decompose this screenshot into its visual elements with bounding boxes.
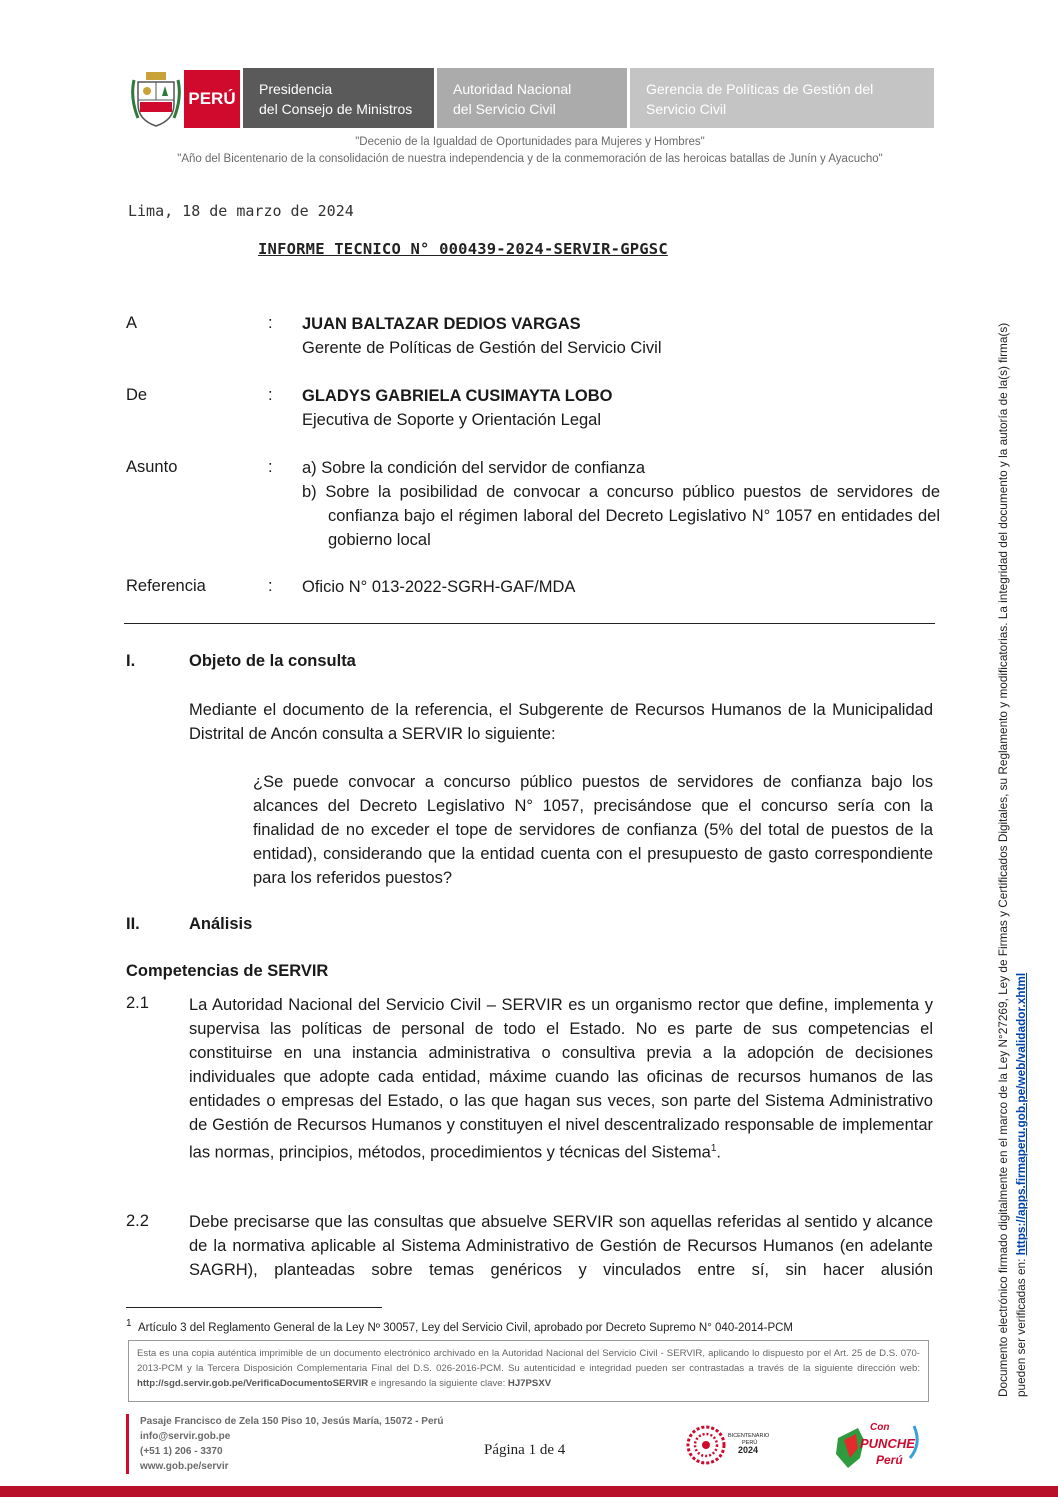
svg-text:2024: 2024 <box>738 1445 759 1455</box>
document-date: Lima, 18 de marzo de 2024 <box>128 202 354 220</box>
from-colon: : <box>268 386 273 404</box>
verification-key: HJ7PSXV <box>507 1378 552 1389</box>
section-1-number: I. <box>126 652 136 670</box>
section-2-number: II. <box>126 915 140 933</box>
reference-colon: : <box>268 577 273 595</box>
peru-logo: PERÚ <box>184 70 240 128</box>
subject-item-b: b) Sobre la posibilidad de convocar a concurso público puestos de servidores de confianza bajo el régimen laboral del Decreto Legislativo N° 1057 en entidades del gobierno local <box>302 483 940 549</box>
footer-address: Pasaje Francisco de Zela 150 Piso 10, Jesús María, 15072 - Perú <box>140 1416 444 1427</box>
page-number: Página 1 de 4 <box>484 1442 566 1458</box>
footer-accent-bar <box>126 1414 129 1474</box>
footer-website[interactable]: www.gob.pe/servir <box>140 1461 229 1472</box>
reference-value: Oficio N° 013-2022-SGRH-GAF/MDA <box>302 578 576 596</box>
footnote-number: 1 <box>126 1318 132 1329</box>
paragraph-2-2-number: 2.2 <box>126 1212 149 1230</box>
footnote-divider <box>126 1307 382 1308</box>
validator-link[interactable]: https://apps.firmaperu.gob.pe/web/validador.xhtml <box>1014 972 1028 1256</box>
header-band-servir: Autoridad Nacional del Servicio Civil <box>437 68 627 128</box>
footnote-ref-1[interactable]: 1 <box>710 1143 717 1154</box>
footer-phone: (+51 1) 206 - 3370 <box>140 1446 223 1457</box>
section-2-title: Análisis <box>189 915 253 933</box>
footer-email[interactable]: info@servir.gob.pe <box>140 1431 231 1442</box>
to-label: A <box>126 314 138 332</box>
header-band-gerencia: Gerencia de Políticas de Gestión del Servicio Civil <box>630 68 934 128</box>
svg-text:BICENTENARIO: BICENTENARIO <box>728 1433 770 1439</box>
consultation-quote: ¿Se puede convocar a concurso público puestos de servidores de confianza bajo los alcances del Decreto Legislativo N° 1057, precisándose que el concurso sería con la finalidad de no exceder el tope de servidores de confianza (5% del total de puestos de la entidad), considerando que la entidad cuenta con el presupuesto de gasto correspondiente para los referidos puestos? <box>253 773 933 887</box>
footer-contact <box>140 1414 444 1474</box>
letterhead <box>128 68 934 130</box>
to-colon: : <box>268 314 273 332</box>
svg-text:Con: Con <box>870 1422 890 1433</box>
reference-label: Referencia <box>126 577 206 595</box>
con-punche-peru-logo <box>830 1418 924 1472</box>
signature-note-line-2: pueden ser verificadas en: https://apps.firmaperu.gob.pe/web/validador.xhtml <box>1014 972 1028 1397</box>
verification-url[interactable]: http://sgd.servir.gob.pe/VerificaDocumentoSERVIR <box>137 1378 369 1389</box>
from-value <box>302 384 612 432</box>
svg-text:PUNCHE: PUNCHE <box>860 1436 915 1451</box>
subheading-competencias: Competencias de SERVIR <box>126 962 329 980</box>
from-name: GLADYS GABRIELA CUSIMAYTA LOBO <box>302 387 613 405</box>
signature-note-line-1: Documento electrónico firmado digitalmente en el marco de la Ley N°27269, Ley de Firmas y Certificados Digitales, su Reglamento y modificatorias. La integridad del documento y la autoría de la(s) firma(s) <box>996 322 1010 1397</box>
paragraph-2-1-number: 2.1 <box>126 994 149 1012</box>
to-role: Gerente de Políticas de Gestión del Servicio Civil <box>302 339 662 357</box>
from-role: Ejecutiva de Soporte y Orientación Legal <box>302 411 602 429</box>
footnote-1: $^1$ Artículo 3 del Reglamento General de la Ley Nº 30057, Ley del Servicio Civil, aprobado por Decreto Supremo N° 040-2014-PCM <box>126 1318 794 1334</box>
paragraph-2-2: Debe precisarse que las consultas que absuelve SERVIR son aquellas referidas al sentido y alcance de la normativa aplicable al Sistema Administrativo de Gestión de Recursos Humanos (en adelante SAGRH), planteadas sobre temas genéricos y vinculados entre sí, sin hacer alusión <box>189 1213 933 1279</box>
subject-item-a: a) Sobre la condición del servidor de confianza <box>302 459 646 477</box>
footer-band <box>0 1486 1058 1497</box>
header-band-pcm: Presidencia del Consejo de Ministros <box>243 68 434 128</box>
year-motto: "Año del Bicentenario de la consolidación de nuestra independencia y de la conmemoración de las heroicas batallas de Junín y Ayacucho" <box>177 153 883 165</box>
svg-text:Perú: Perú <box>876 1453 903 1467</box>
svg-text:PERÚ: PERÚ <box>742 1440 758 1446</box>
digital-signature-note <box>994 217 1054 1397</box>
subject-label: Asunto <box>126 458 178 476</box>
authenticity-notice: Esta es una copia auténtica imprimible de un documento electrónico archivado en la Autoridad Nacional del Servicio Civil - SERVIR, aplicando lo dispuesto por el Art. 25 de D.S. 070-2013-PCM y la Tercera Disposición Complementaria Final del D.S. 026-2016-PCM. Su autenticidad e integridad pueden ser contrastadas a través de la siguiente dirección web: http://sgd.servir.gob.pe/VerificaDocumentoSERVIR e ingresando la siguiente clave: HJ7PSXV <box>128 1340 929 1402</box>
subject-colon: : <box>268 458 273 476</box>
section-1-paragraph: Mediante el documento de la referencia, el Subgerente de Recursos Humanos de la Municipalidad Distrital de Ancón consulta a SERVIR lo siguiente: <box>189 701 933 743</box>
to-name: JUAN BALTAZAR DEDIOS VARGAS <box>302 315 581 333</box>
from-label: De <box>126 386 148 404</box>
coat-of-arms-icon <box>128 68 184 130</box>
paragraph-2-1: La Autoridad Nacional del Servicio Civil – SERVIR es un organismo rector que define, implementa y supervisa las políticas de personal de todo el Estado. No es parte de sus competencias el constituirse en una instancia administrativa o consultiva previa a la adopción de decisiones individuales que adopte cada entidad, máxime cuando las oficinas de recursos humanos de las entidades o empresas del Estado, o las que hagan sus veces, son parte del Sistema Administrativo de Gestión de Recursos Humanos y constituyen el nivel descentralizado responsable de implementar las normas, principios, métodos, procedimientos y técnicas del Sistema$^1$. <box>189 996 933 1162</box>
to-value <box>302 312 662 360</box>
report-title: INFORME TECNICO N° 000439-2024-SERVIR-GPGSC <box>258 240 668 258</box>
section-1-title: Objeto de la consulta <box>189 652 356 670</box>
memo-divider <box>124 623 935 624</box>
bicentenario-logo <box>684 1422 774 1468</box>
decenio-text: "Decenio de la Igualdad de Oportunidades para Mujeres y Hombres" <box>355 136 705 148</box>
